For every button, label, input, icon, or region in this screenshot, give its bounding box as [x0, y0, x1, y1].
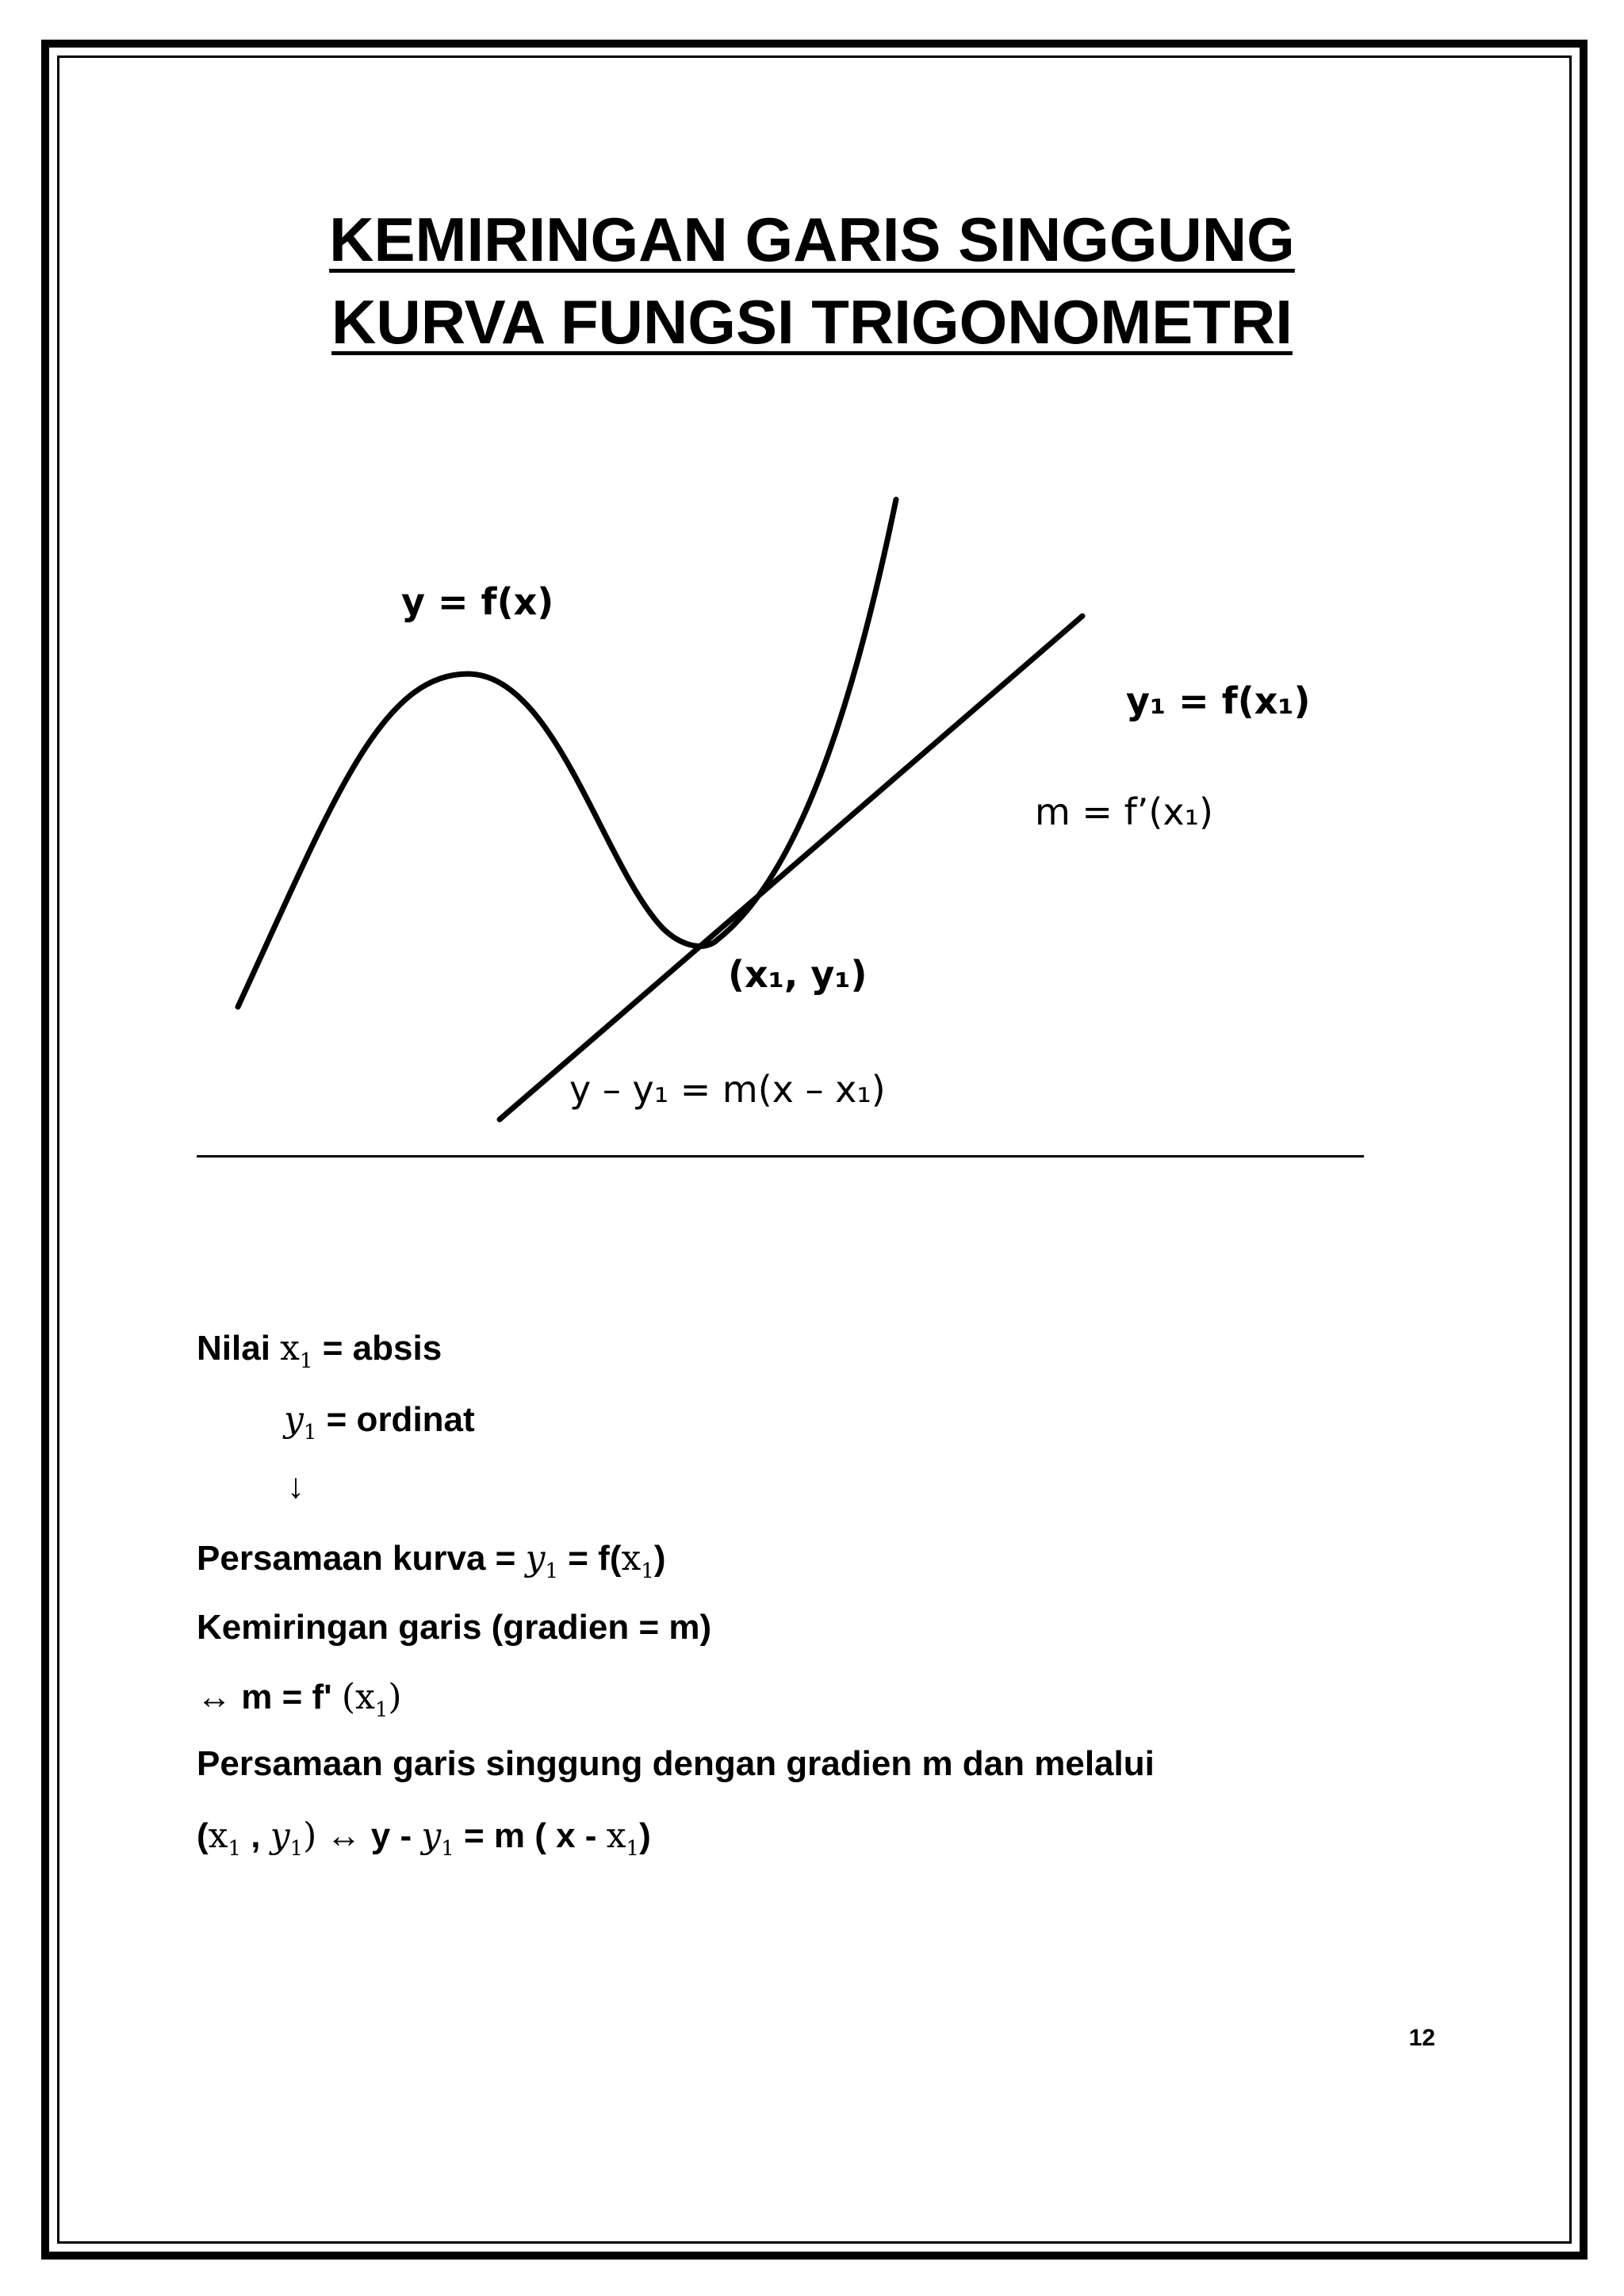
- tangent-line: [500, 616, 1082, 1119]
- text-gradient-equation: ↔ m = f' $(x_1)$: [197, 1677, 402, 1722]
- down-arrow-icon: ↓: [287, 1467, 304, 1506]
- text-ordinat: $y_1$ = ordinat: [284, 1399, 475, 1445]
- label-gradient: m = f’(x₁): [1035, 790, 1213, 833]
- label-tangent-equation: y – y₁ = m(x – x₁): [569, 1068, 886, 1111]
- label-point: (x₁, y₁): [728, 953, 868, 996]
- text-persamaan-kurva: Persamaan kurva = $y_1 = f(x_1)$: [197, 1538, 666, 1583]
- page-number: 12: [1408, 2025, 1435, 2051]
- label-curve: y = f(x): [401, 580, 554, 623]
- text-absis: Nilai $x_1$ = absis: [197, 1328, 442, 1373]
- text-persamaan-garis: Persamaan garis singgung dengan gradien m dan melalui: [197, 1744, 1155, 1783]
- title-line-1: KEMIRINGAN GARIS SINGGUNG: [329, 205, 1295, 274]
- title-line-2: KURVA FUNGSI TRIGONOMETRI: [331, 287, 1293, 357]
- curve-y-f-x: [238, 499, 896, 1007]
- label-y1-f-x1: y₁ = f(x₁): [1126, 679, 1311, 722]
- divider-line: [197, 1155, 1364, 1158]
- text-tangent-formula: ($x_1$ , $y_1$) ↔ $y - y_1 = m$ ( x - $x_1$): [197, 1816, 651, 1861]
- text-kemiringan: Kemiringan garis (gradien = m): [197, 1608, 712, 1647]
